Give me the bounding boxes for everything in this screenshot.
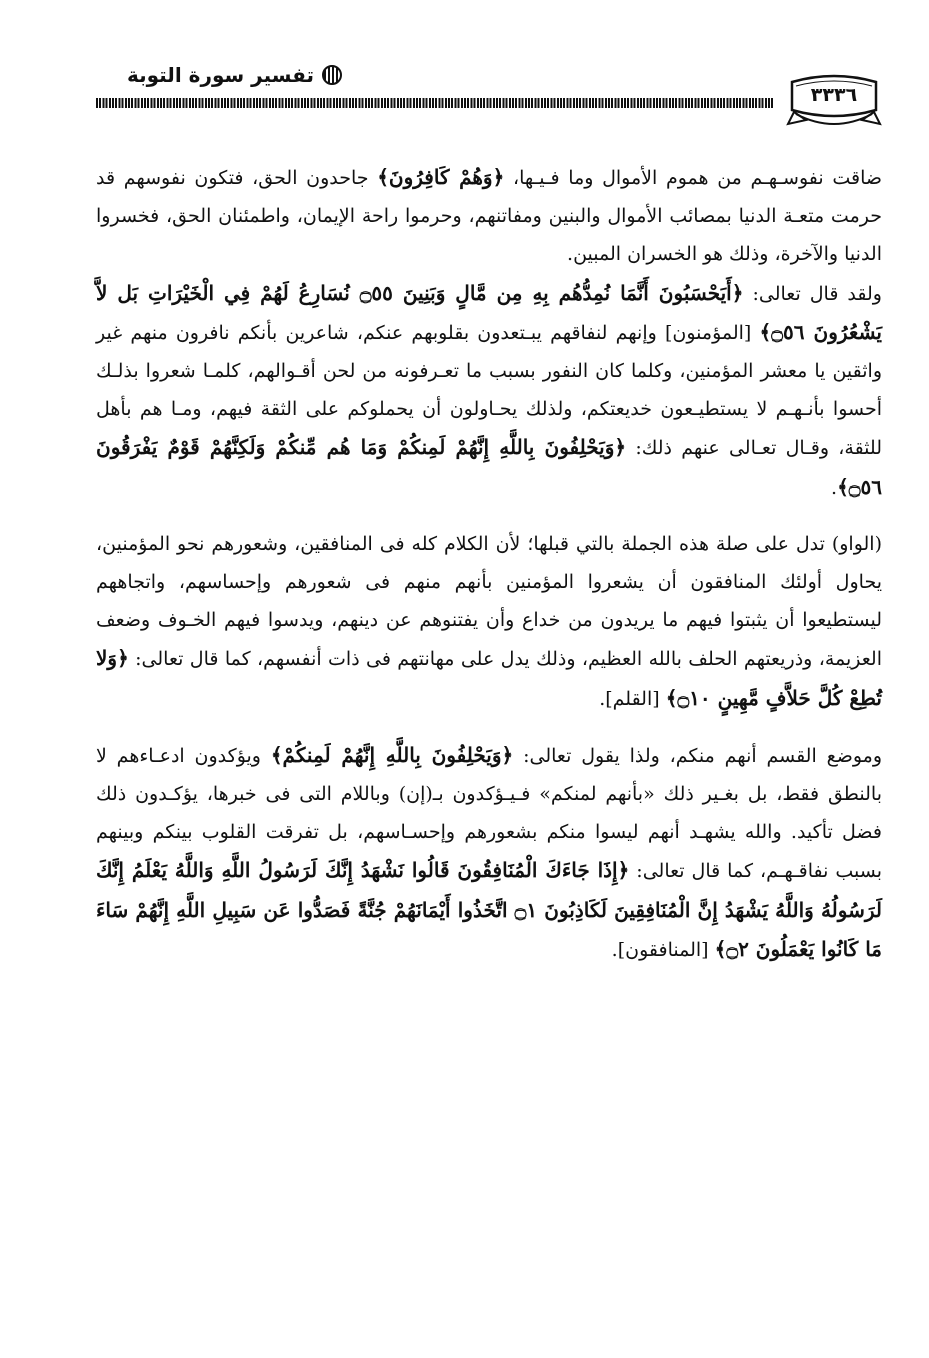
running-header: [96, 52, 882, 142]
text-run: جاحدون الحق، فتكون نفوسهم قد حرمت متعـة الدنيا بمصائب الأموال والبنين ومفاتنهم، وحرموا راحة الإيمان، واطمئنان الحق، فخسروا الدنيا والآخرة، وذلك هو الخسران المبين.: [96, 167, 882, 266]
paragraph-4: [96, 736, 882, 969]
text-run: (الواو) تدل على صلة هذه الجملة بالتي قبلها؛ لأن الكلام كله فى المنافقين، وشعورهم نحو المؤمنين، يحاول أولئك المنافقون أن يشعروا المؤمنين بأنهم منهم فى شعورهم وإحساسهم، واتجاههم ليستطيعوا أن يثبتوا فيهم ما يريدون من خداع وأن يفتنوهم عن دينهم، ويدسوا فيهم الخـوف وضعف العزيمة، وذريعتهم الحلف بالله العظيم، وذلك يدل على مهانتهم فى ذات أنفسهم، كما قال تعالى:: [96, 532, 882, 671]
text-run: ويؤكدون ادعـاءهم لا بالنطق فقط، بل بغـير ذلك «بأنهم لمنكم» فـيـؤكدون بـ(إن) وباللام التى فى خبرها، يؤكـدون ذلك فضل تأكيد. والله يشهـد أنهم ليسوا منكم بشعورهم وإحسـاسهم، بل تفرقت القلوب بينكم وبينهم بسبب نفاقـهـم، كما قال تعالى:: [96, 744, 883, 883]
quran-verse: ﴿إِذَا جَاءَكَ الْمُنَافِقُونَ قَالُوا نَشْهَدُ إِنَّكَ لَرَسُولُ اللَّهِ وَاللَّهُ يَعْلَمُ إِنَّكَ لَرَسُولُهُ وَاللَّهُ يَشْهَدُ إِنَّ الْمُنَافِقِينَ لَكَاذِبُونَ ۝١ اتَّخَذُوا أَيْمَانَهُمْ جُنَّةً فَصَدُّوا عَن سَبِيلِ اللَّهِ إِنَّهُمْ سَاءَ مَا كَانُوا يَعْمَلُونَ ۝٢﴾: [96, 858, 882, 961]
text-run: [القلم].: [599, 687, 666, 710]
paragraph-2: [96, 274, 882, 507]
page-number: ٣٣٣٦: [810, 84, 858, 106]
paragraph-3: [96, 525, 882, 718]
text-run: وموضع القسم أنهم منكم، ولذا يقول تعالى:: [513, 744, 883, 767]
text-run: .: [831, 476, 838, 499]
quran-verse: ﴿وَيَحْلِفُونَ بِاللَّهِ إِنَّهُمْ لَمِنكُمْ﴾: [270, 742, 514, 767]
page-number-badge: [786, 74, 882, 130]
running-title: تفسير سورة التوبة: [126, 63, 314, 87]
body-text: [96, 158, 882, 969]
header-title-group: [92, 60, 342, 90]
text-run: [المنافقون].: [611, 938, 715, 961]
text-run: [المؤمنون] وإنهم لنفاقهم يبـتعدون بقلوبهم عنكم، شاعرين بأنكم نافرون منهم غير واثقين يا معشر المؤمنين، وكلما كان النفور بسبب ما تعـرفونه من لحن أقـوالهم، كلمـا شعروا بذلـك أحسوا بأنـهـم لا يستطيـعون خديعتكم، ولذلك يحـاولون أن يحملوكم على الثقة فيهم، ومـا هم بأهل للثقة، وقـال تعـالى عنهم ذلك:: [96, 321, 882, 460]
quran-verse: ﴿وَلا تُطِعْ كُلَّ حَلاَّفٍ مَّهِينٍ ۝١٠﴾: [96, 646, 882, 710]
text-run: ولقد قال تعالى:: [743, 282, 882, 305]
quran-verse: ﴿أَيَحْسَبُونَ أَنَّمَا نُمِدُّهُم بِهِ مِن مَّالٍ وَبَنِينَ ۝٥٥ نُسَارِعُ لَهُمْ فِي الْخَيْرَاتِ بَل لاَّ يَشْعُرُونَ ۝٥٦﴾: [96, 280, 882, 344]
ornament-icon: [322, 65, 342, 85]
header-rule: [96, 98, 774, 108]
quran-verse: ﴿وَهُمْ كَافِرُونَ﴾: [377, 165, 505, 189]
text-run: ضاقت نفوسـهـم من هموم الأموال وما فـيـها،: [504, 167, 882, 189]
quran-verse: ﴿وَيَحْلِفُونَ بِاللَّهِ إِنَّهُمْ لَمِنكُمْ وَمَا هُم مِّنكُمْ وَلَكِنَّهُمْ قَوْمٌ يَفْرَقُونَ ۝٥٦﴾: [96, 435, 882, 499]
paragraph-1: [96, 158, 882, 274]
